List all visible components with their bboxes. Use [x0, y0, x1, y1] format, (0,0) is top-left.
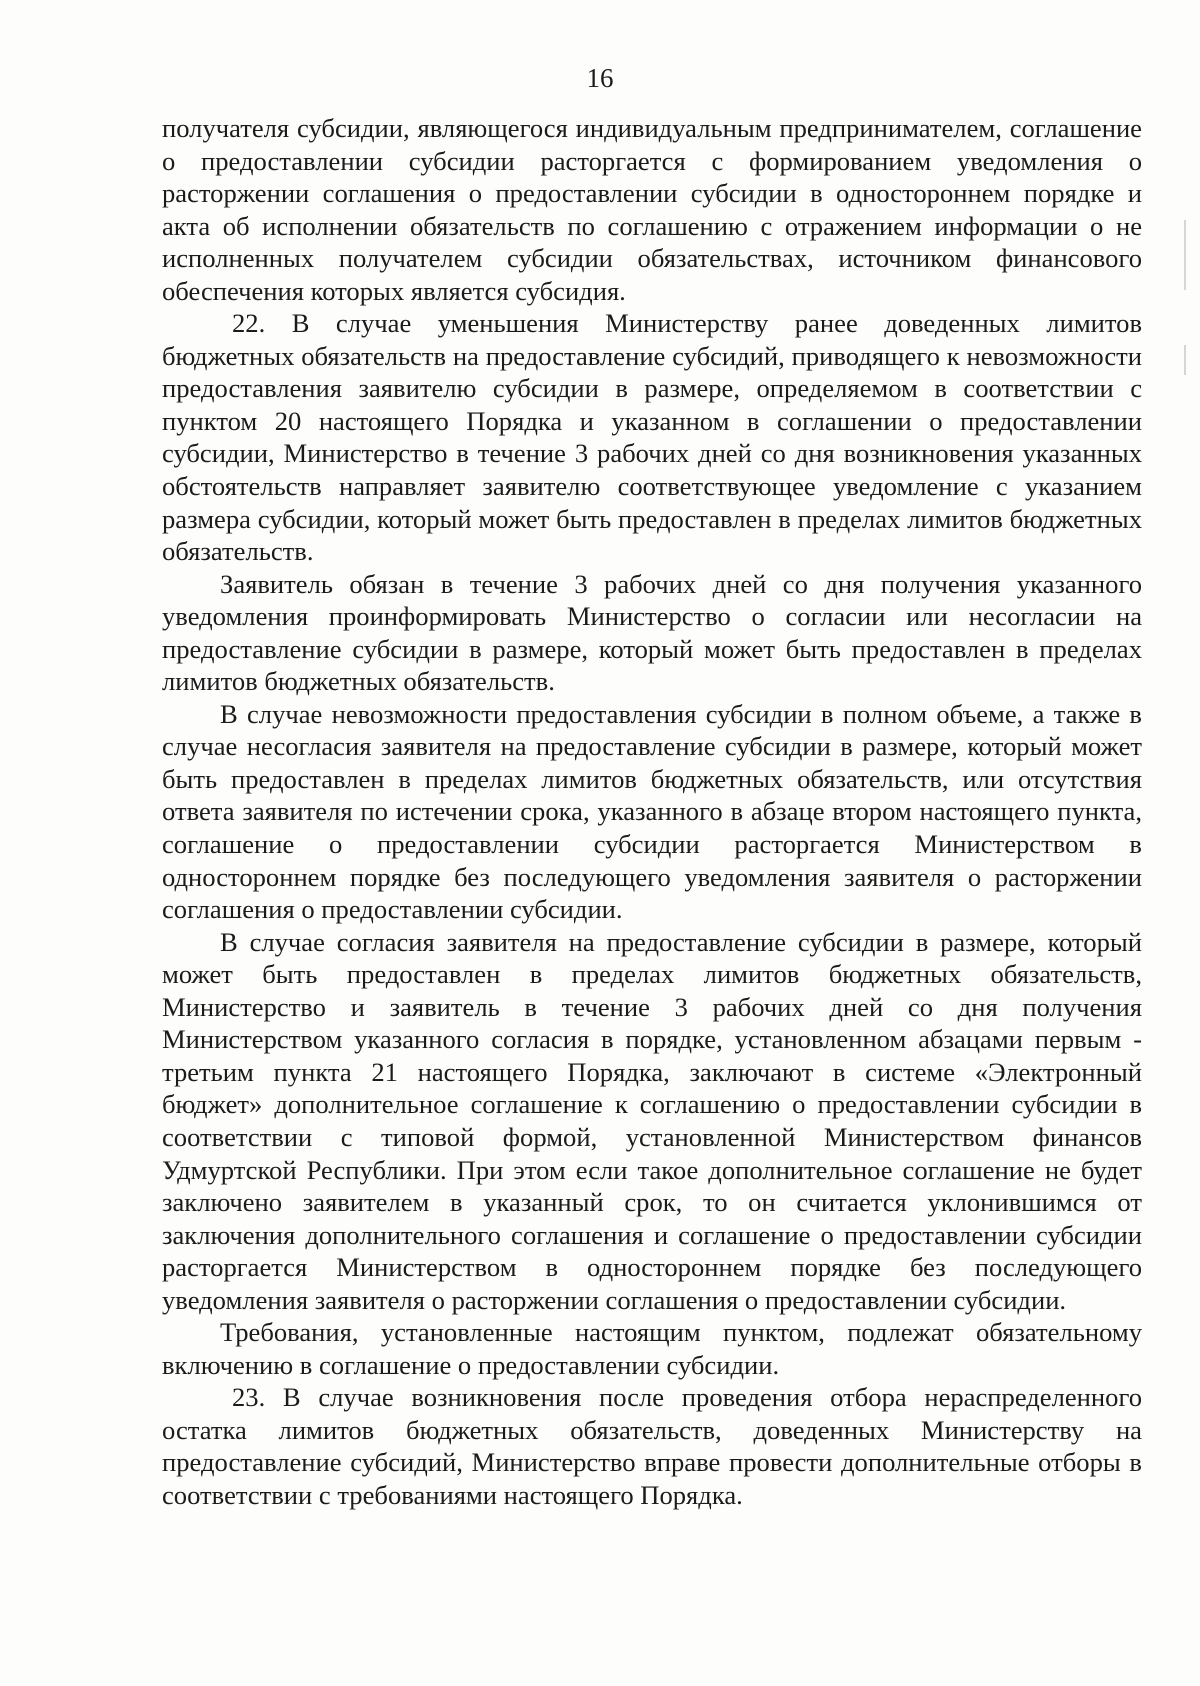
paragraph-item-23: 23. В случае возникновения после проведения отбора нераспределенного остатка лимитов бюджетных обязательств, доведенных Министерству на предоставление субсидий, Министерство вправе провести дополнительные отборы в соответствии с требованиями настоящего Порядка.: [162, 1382, 1142, 1510]
paragraph-termination-case: В случае невозможности предоставления субсидии в полном объеме, а также в случае несогласия заявителя на предоставление субсидии в размере, который может быть предоставлен в пределах лимитов бюджетных обязательств, или отсутствия ответа заявителя по истечении срока, указанного в абзаце втором настоящего пункта, соглашение о предоставлении субсидии расторгается Министерством в одностороннем порядке без последующего уведомления заявителя о расторжении соглашения о предоставлении субсидии.: [162, 698, 1142, 925]
scan-edge-mark: [1184, 220, 1186, 290]
paragraph-agreement-case: В случае согласия заявителя на предоставление субсидии в размере, который может быть предоставлен в пределах лимитов бюджетных обязательств, Министерство и заявитель в течение 3 рабочих дней со дня получения Министерством указанного согласия в порядке, установленном абзацами первым - третьим пункта 21 настоящего Порядка, заключают в системе «Электронный бюджет» дополнительное соглашение к соглашению о предоставлении субсидии в соответствии с типовой формой, установленной Министерством финансов Удмуртской Республики. При этом если такое дополнительное соглашение не будет заключено заявителем в указанный срок, то он считается уклонившимся от заключения дополнительного соглашения и соглашение о предоставлении субсидии расторгается Министерством в одностороннем порядке без последующего уведомления заявителя о расторжении соглашения о предоставлении субсидии.: [162, 926, 1142, 1315]
paragraph-item-22: 22. В случае уменьшения Министерству ранее доведенных лимитов бюджетных обязательств на предоставление субсидий, приводящего к невозможности предоставления заявителю субсидии в размере, определяемом в соответствии с пунктом 20 настоящего Порядка и указанном в соглашении о предоставлении субсидии, Министерство в течение 3 рабочих дней со дня возникновения указанных обстоятельств направляет заявителю соответствующее уведомление с указанием размера субсидии, который может быть предоставлен в пределах лимитов бюджетных обязательств.: [162, 308, 1142, 567]
paragraph-continuation: получателя субсидии, являющегося индивидуальным предпринимателем, соглашение о предоставлении субсидии расторгается с формированием уведомления о расторжении соглашения о предоставлении субсидии в одностороннем порядке и акта об исполнении обязательств по соглашению с отражением информации о не исполненных получателем субсидии обязательствах, источником финансового обеспечения которых является субсидия.: [162, 113, 1142, 306]
paragraph-applicant-obligation: Заявитель обязан в течение 3 рабочих дней со дня получения указанного уведомления проинформировать Министерство о согласии или несогласии на предоставление субсидии в размере, который может быть предоставлен в пределах лимитов бюджетных обязательств.: [162, 568, 1142, 697]
paragraph-requirements: Требования, установленные настоящим пунктом, подлежат обязательному включению в соглашение о предоставлении субсидии.: [162, 1317, 1142, 1380]
scan-edge-mark: [1184, 345, 1186, 375]
page-number: 16: [586, 63, 614, 93]
document-body: [162, 112, 1142, 1512]
